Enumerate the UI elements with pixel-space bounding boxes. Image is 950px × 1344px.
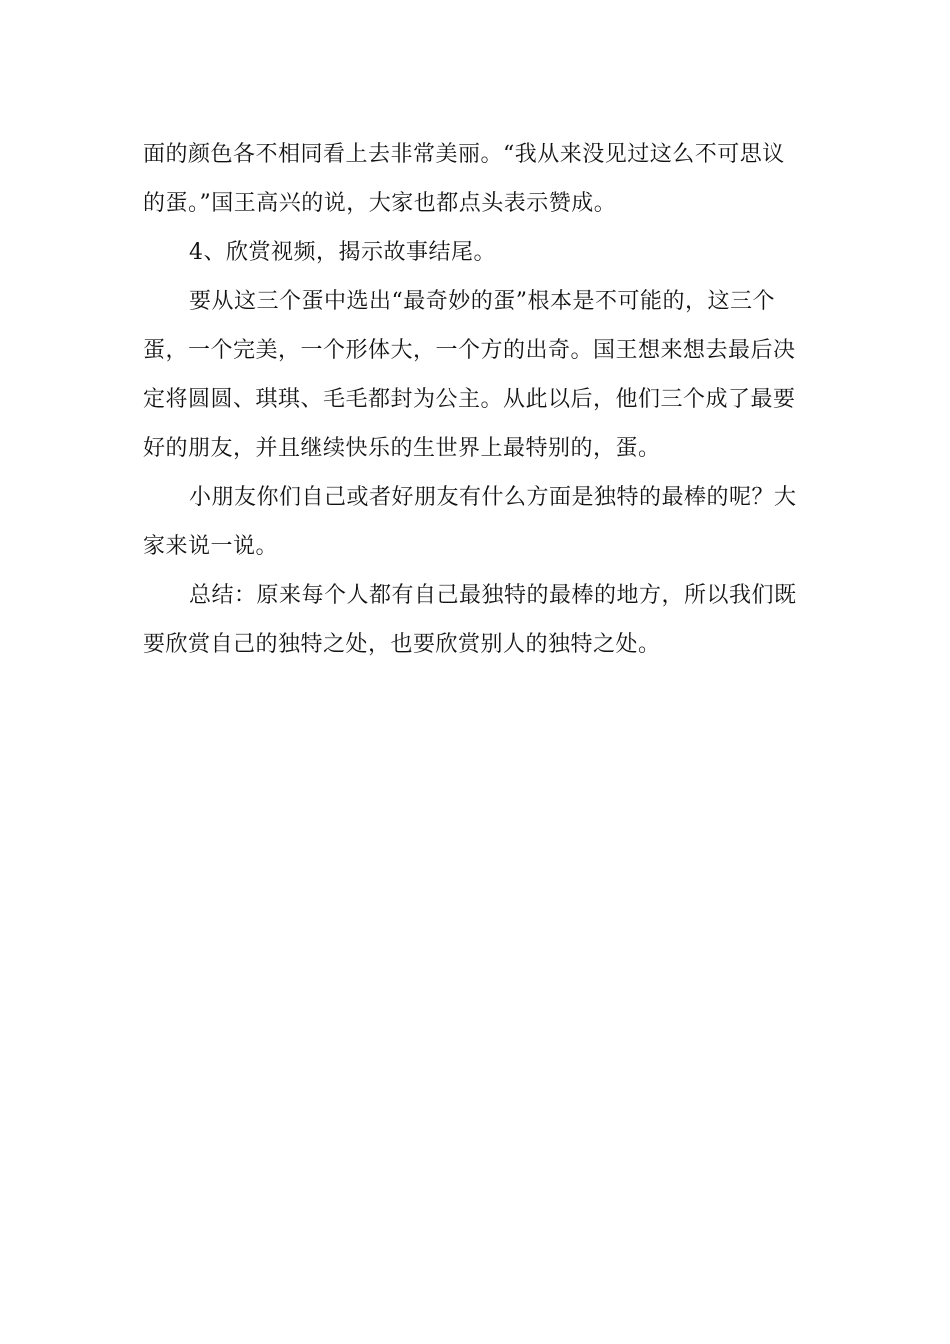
paragraph-3-line-4: 好的朋友，并且继续快乐的生世界上最特别的，蛋。 [143, 436, 661, 461]
paragraph-1 [143, 130, 795, 228]
document-body [143, 130, 795, 669]
paragraph-3-line-1: 要从这三个蛋中选出“最奇妙的蛋”根本是不可能的，这三个 [189, 289, 775, 314]
paragraph-5 [143, 571, 795, 669]
paragraph-4 [143, 473, 795, 571]
paragraph-3-line-2: 蛋，一个完美，一个形体大，一个方的出奇。国王想来想去最后决 [143, 338, 796, 363]
paragraph-1-line-2: 的蛋。”国王高兴的说，大家也都点头表示赞成。 [143, 191, 617, 216]
paragraph-5-line-2: 要欣赏自己的独特之处，也要欣赏别人的独特之处。 [143, 632, 661, 657]
paragraph-2 [143, 228, 795, 277]
paragraph-2-line-1: 4、欣赏视频，揭示故事结尾。 [189, 240, 496, 265]
paragraph-3-line-3: 定将圆圆、琪琪、毛毛都封为公主。从此以后，他们三个成了最要 [143, 387, 796, 412]
paragraph-4-line-2: 家来说一说。 [143, 534, 279, 559]
paragraph-3 [143, 277, 795, 473]
paragraph-1-line-1: 面的颜色各不相同看上去非常美丽。“我从来没见过这么不可思议 [143, 142, 785, 167]
paragraph-5-line-1: 总结：原来每个人都有自己最独特的最棒的地方，所以我们既 [189, 583, 797, 608]
paragraph-4-line-1: 小朋友你们自己或者好朋友有什么方面是独特的最棒的呢？大 [189, 485, 797, 510]
